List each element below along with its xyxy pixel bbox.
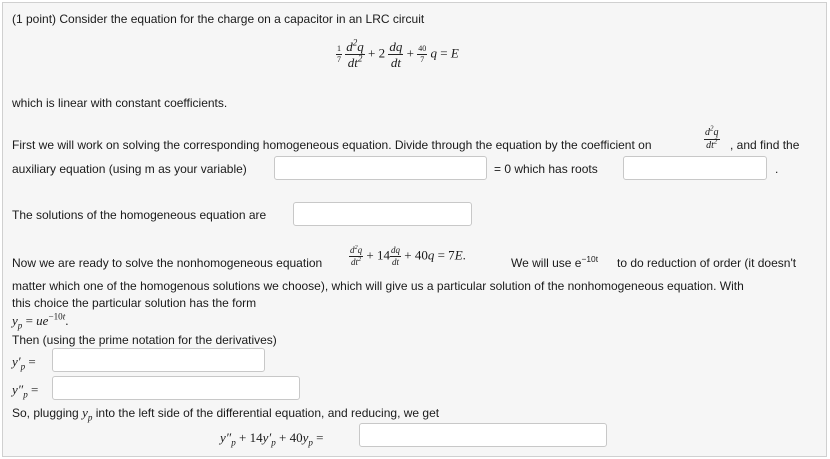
homogeneous-solutions-input[interactable] (293, 202, 472, 226)
step2-text-b: We will use $e^{-10t}$ (511, 254, 599, 270)
d2q-dt2-fraction: $\frac{d^2q}{dt^2}$ (705, 124, 719, 151)
nonhomogeneous-equation: $\frac{d^2q}{dt^2}$ + 14 $\frac{dq}{dt}$ + 40q = 7E. (350, 244, 466, 267)
linear-text: which is linear with constant coefficients. (12, 96, 228, 110)
particular-form: $y_p = ue^{-10t}$. (12, 311, 69, 331)
step2-line3: this choice the particular solution has the form (12, 296, 257, 310)
roots-input[interactable] (623, 156, 767, 180)
step2-text-c: to do reduction of order (it doesn't (617, 256, 797, 270)
lhs-result-input[interactable] (359, 423, 607, 447)
yp-prime-label: $y'_p$ = (12, 354, 36, 372)
step2-text: Now we are ready to solve the nonhomogeneous equation (12, 256, 323, 270)
yp-prime-input[interactable] (52, 348, 265, 372)
period-text: . (775, 162, 779, 176)
step2-line2: matter which one of the homogenous solutions we choose), which will give us a particular solution of the nonhomogeneous equation. With (12, 279, 744, 293)
lhs-expression: $y''_p + 14y'_p + 40y_p$ = (220, 430, 324, 448)
plug-text: So, plugging $y_p$ into the left side of the differential equation, and reducing, we get (12, 405, 440, 423)
roots-label: = 0 which has roots (494, 162, 598, 176)
prime-text: Then (using the prime notation for the derivatives) (12, 333, 277, 347)
auxiliary-equation-input[interactable] (274, 156, 487, 180)
yp-double-prime-input[interactable] (52, 376, 300, 400)
lrc-equation: $\frac{1}{7}$ $\frac{d^2q}{dt^2}$ + 2 $\frac{dq}{dt}$ + $\frac{40}{7}$ q = E (337, 37, 459, 70)
yp-double-prime-label: $y''_p$ = (12, 382, 39, 400)
exponent-text: −10t (581, 254, 599, 264)
auxiliary-label: auxiliary equation (using m as your variable) (12, 162, 247, 176)
step1-text-end: , and find the (730, 138, 800, 152)
step1-text: First we will work on solving the corresponding homogeneous equation. Divide through the equation by the coefficient on (12, 138, 652, 152)
solutions-label: The solutions of the homogeneous equation are (12, 208, 267, 222)
intro-text: (1 point) Consider the equation for the charge on a capacitor in an LRC circuit (12, 12, 425, 26)
yp-symbol: $y_p$ (82, 405, 93, 423)
